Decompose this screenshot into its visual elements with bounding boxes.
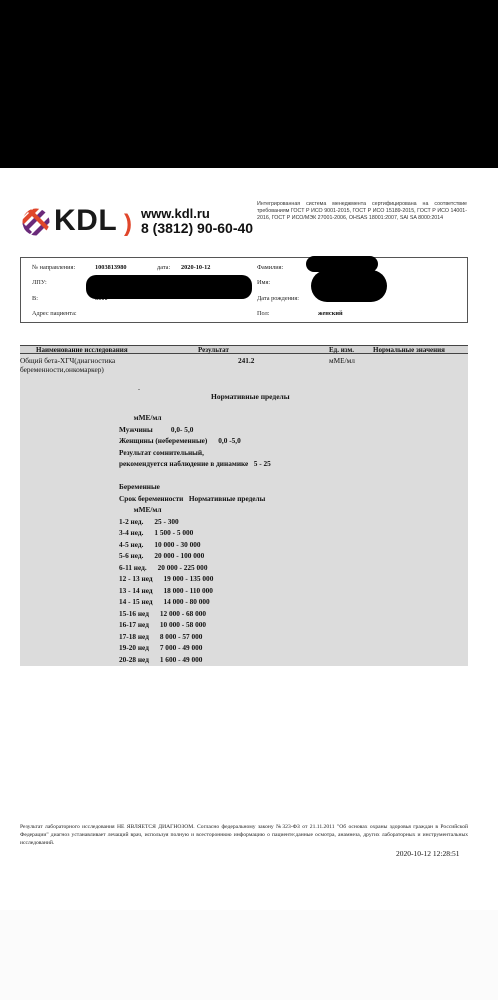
norm-line: мМЕ/мл — [119, 505, 162, 514]
norm-line: Беременные — [119, 482, 160, 491]
birthdate-label: Дата рождения: — [257, 295, 299, 302]
date-value: 2020-10-12 — [181, 264, 211, 271]
lpu-label: ЛПУ: — [32, 279, 47, 286]
brand-bracket-icon: ) — [124, 210, 132, 237]
col-result: Результат — [198, 346, 229, 354]
date-label: дата: — [157, 264, 171, 271]
patient-info-box — [20, 257, 468, 323]
sex-value: женский — [318, 310, 343, 317]
name-label: Имя: — [257, 279, 271, 286]
test-unit: мМЕ/мл — [329, 356, 355, 365]
norm-line: 15-16 нед 12 000 - 68 000 — [119, 608, 207, 618]
brand-name: KDL — [54, 204, 118, 237]
norm-line: 1-2 нед. 25 - 300 — [119, 516, 179, 526]
norm-line: 6-11 нед. 20 000 - 225 000 — [119, 562, 208, 572]
kdl-logo-mark-icon — [22, 208, 50, 236]
surname-label: Фамилия: — [257, 264, 284, 271]
norm-line: 4-5 нед. 10 000 - 30 000 — [119, 539, 201, 549]
norms-title: Нормативные пределы — [211, 392, 290, 401]
norm-line: 17-18 нед 8 000 - 57 000 — [119, 631, 203, 641]
col-norm: Нормальные значения — [373, 346, 445, 354]
norm-line: Мужчины 0,0- 5,0 — [119, 424, 194, 434]
norm-line — [119, 470, 271, 482]
col-unit: Ед. изм. — [329, 346, 354, 354]
referral-value: 1003813980 — [95, 264, 127, 271]
report-timestamp: 2020-10-12 12:28:51 — [396, 849, 460, 858]
norm-line: 20-28 нед 1 600 - 49 000 — [119, 654, 203, 664]
norm-line: рекомендуется наблюдение в динамике 5 - 25 — [119, 459, 271, 468]
v-label: В: — [32, 295, 38, 302]
stray-dot: . — [138, 383, 140, 392]
col-test-name: Наименование исследования — [36, 346, 128, 354]
results-table-body — [20, 354, 468, 666]
norms-list — [119, 412, 271, 665]
redaction-lpu — [86, 275, 252, 299]
norm-line: 3-4 нед. 1 500 - 5 000 — [119, 528, 194, 537]
certification-text: Интегрированная система менеджмента сертифицирована на соответствие требованиям ГОСТ Р ИСО 9001-2015, ГОСТ Р ИСО 15189-2015, ГОСТ Р ИСО 14001-2016, ГОСТ Р ИСО/МЭК 27001-2006, OHSAS 18001:2007, SAI SA 8000:2014 — [257, 201, 467, 222]
norm-line: 19-20 нед 7 000 - 49 000 — [119, 643, 203, 652]
results-table-header — [20, 345, 468, 354]
norm-line: Женщины (небеременные) 0,0 -5,0 — [119, 436, 241, 445]
test-result: 241.2 — [238, 356, 255, 365]
norm-line: 5-6 нед. 20 000 - 100 000 — [119, 551, 205, 560]
phone-number[interactable]: 8 (3812) 90-60-40 — [141, 220, 254, 236]
disclaimer: Результат лабораторного исследования НЕ ЯВЛЯЕТСЯ ДИАГНОЗОМ. Согласно федеральному закону №323-ФЗ от 21.11.2011 "Об основах охраны здоровья граждан в Российской Федерации" диагноз устанавливает лечащий врач, используя полную и всестороннюю информацию о пациенте:данные осмотра, анамнеза, других лабораторных и инструментальных исследований. — [20, 824, 468, 846]
norm-line: 16-17 нед 10 000 - 58 000 — [119, 620, 207, 629]
norm-line: 12 - 13 нед 19 000 - 135 000 — [119, 574, 214, 583]
website-link[interactable]: www.kdl.ru — [141, 206, 210, 221]
sex-label: Пол: — [257, 310, 270, 317]
test-name-line2: беременности,онкомаркер) — [20, 365, 104, 374]
norm-line: 13 - 14 нед 18 000 - 110 000 — [119, 585, 213, 595]
norm-line: Срок беременности Нормативные пределы — [119, 493, 266, 503]
referral-label: № направления: — [32, 264, 76, 271]
bottom-strip — [0, 910, 498, 1000]
lab-report-page — [0, 168, 498, 910]
norm-line: 14 - 15 нед 14 000 - 80 000 — [119, 597, 210, 606]
test-name-line1: Общий бета-ХГЧ(диагностика — [20, 356, 116, 365]
address-label: Адрес пациента: — [32, 310, 77, 317]
redaction-name-birthdate — [311, 270, 387, 302]
norm-line: мМЕ/мл — [119, 413, 162, 422]
norm-line: Результат сомнительный, — [119, 447, 204, 457]
